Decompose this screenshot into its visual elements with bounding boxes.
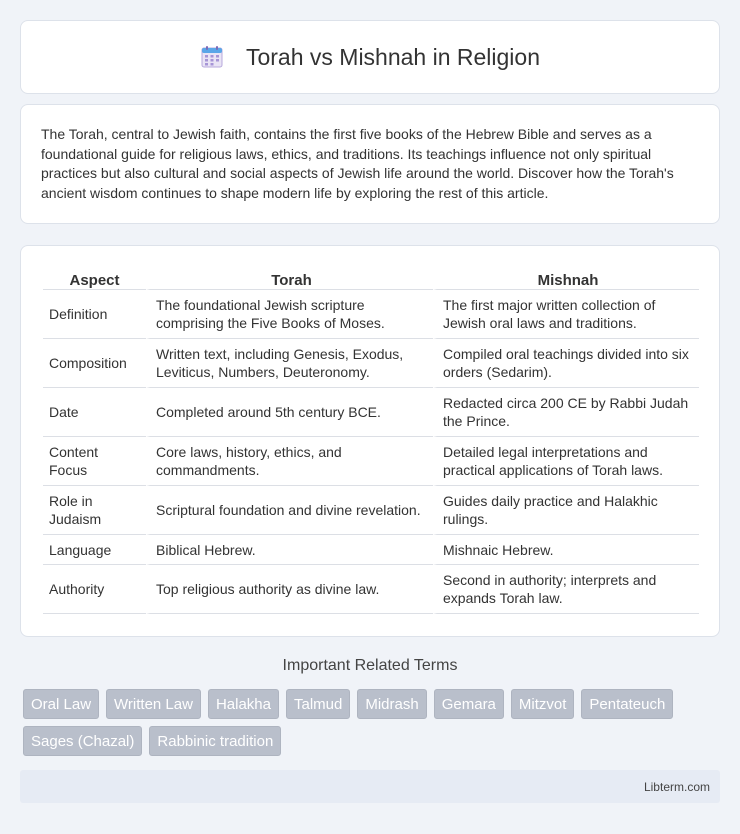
- related-terms-title: Important Related Terms: [282, 657, 458, 674]
- term-tag[interactable]: Oral Law: [23, 689, 99, 719]
- row-torah: Completed around 5th century BCE.: [146, 388, 433, 437]
- header-mishnah: Mishnah: [433, 266, 699, 290]
- row-mishnah: Compiled oral teachings divided into six orders (Sedarim).: [433, 339, 699, 388]
- footer: [20, 770, 720, 803]
- term-tag[interactable]: Sages (Chazal): [23, 726, 142, 756]
- comparison-table-card: [20, 245, 720, 637]
- page-title: Torah vs Mishnah in Religion: [245, 43, 541, 70]
- row-aspect: Definition: [43, 290, 146, 339]
- intro-text: The Torah, central to Jewish faith, contains the first five books of the Hebrew Bible and serves as a foundational guide for religious laws, ethics, and traditions. Its teachings influence not only spiritual practices but also cultural and social aspects of Jewish life around the world. Discover how the Torah's ancient wisdom continues to shape modern life by exploring the rest of this article.: [41, 126, 674, 201]
- header-aspect: Aspect: [43, 266, 146, 290]
- row-aspect: Composition: [43, 339, 146, 388]
- row-torah: Core laws, history, ethics, and commandments.: [146, 437, 433, 486]
- term-tag[interactable]: Halakha: [208, 689, 279, 719]
- row-aspect: Date: [43, 388, 146, 437]
- row-torah: Written text, including Genesis, Exodus, Leviticus, Numbers, Deuteronomy.: [146, 339, 433, 388]
- term-tag[interactable]: Gemara: [434, 689, 504, 719]
- row-torah: The foundational Jewish scripture comprising the Five Books of Moses.: [146, 290, 433, 339]
- title-wrap: [200, 44, 540, 71]
- term-tag[interactable]: Written Law: [106, 689, 201, 719]
- table-row: [43, 437, 699, 486]
- row-torah: Biblical Hebrew.: [146, 535, 433, 565]
- term-tag[interactable]: Midrash: [357, 689, 426, 719]
- table-row: [43, 486, 699, 535]
- row-mishnah: Detailed legal interpretations and practical applications of Torah laws.: [433, 437, 699, 486]
- row-mishnah: Redacted circa 200 CE by Rabbi Judah the Prince.: [433, 388, 699, 437]
- comparison-table: [43, 266, 699, 614]
- row-mishnah: Mishnaic Hebrew.: [433, 535, 699, 565]
- row-mishnah: Guides daily practice and Halakhic rulings.: [433, 486, 699, 535]
- table-row: [43, 388, 699, 437]
- row-mishnah: The first major written collection of Jewish oral laws and traditions.: [433, 290, 699, 339]
- table-row: [43, 339, 699, 388]
- header-card: [20, 20, 720, 94]
- term-tag[interactable]: Talmud: [286, 689, 350, 719]
- row-aspect: Language: [43, 535, 146, 565]
- row-mishnah: Second in authority; interprets and expands Torah law.: [433, 565, 699, 614]
- table-row: [43, 565, 699, 614]
- term-tag[interactable]: Pentateuch: [581, 689, 673, 719]
- calendar-icon: [200, 45, 224, 69]
- related-terms-tags: [23, 689, 723, 756]
- intro-card: [20, 104, 720, 224]
- table-header-row: [43, 266, 699, 290]
- row-aspect: Authority: [43, 565, 146, 614]
- table-row: [43, 535, 699, 565]
- row-torah: Scriptural foundation and divine revelation.: [146, 486, 433, 535]
- row-torah: Top religious authority as divine law.: [146, 565, 433, 614]
- table-row: [43, 290, 699, 339]
- row-aspect: Role in Judaism: [43, 486, 146, 535]
- term-tag[interactable]: Rabbinic tradition: [149, 726, 281, 756]
- header-torah: Torah: [146, 266, 433, 290]
- term-tag[interactable]: Mitzvot: [511, 689, 575, 719]
- row-aspect: Content Focus: [43, 437, 146, 486]
- footer-site-link[interactable]: Libterm.com: [643, 779, 710, 794]
